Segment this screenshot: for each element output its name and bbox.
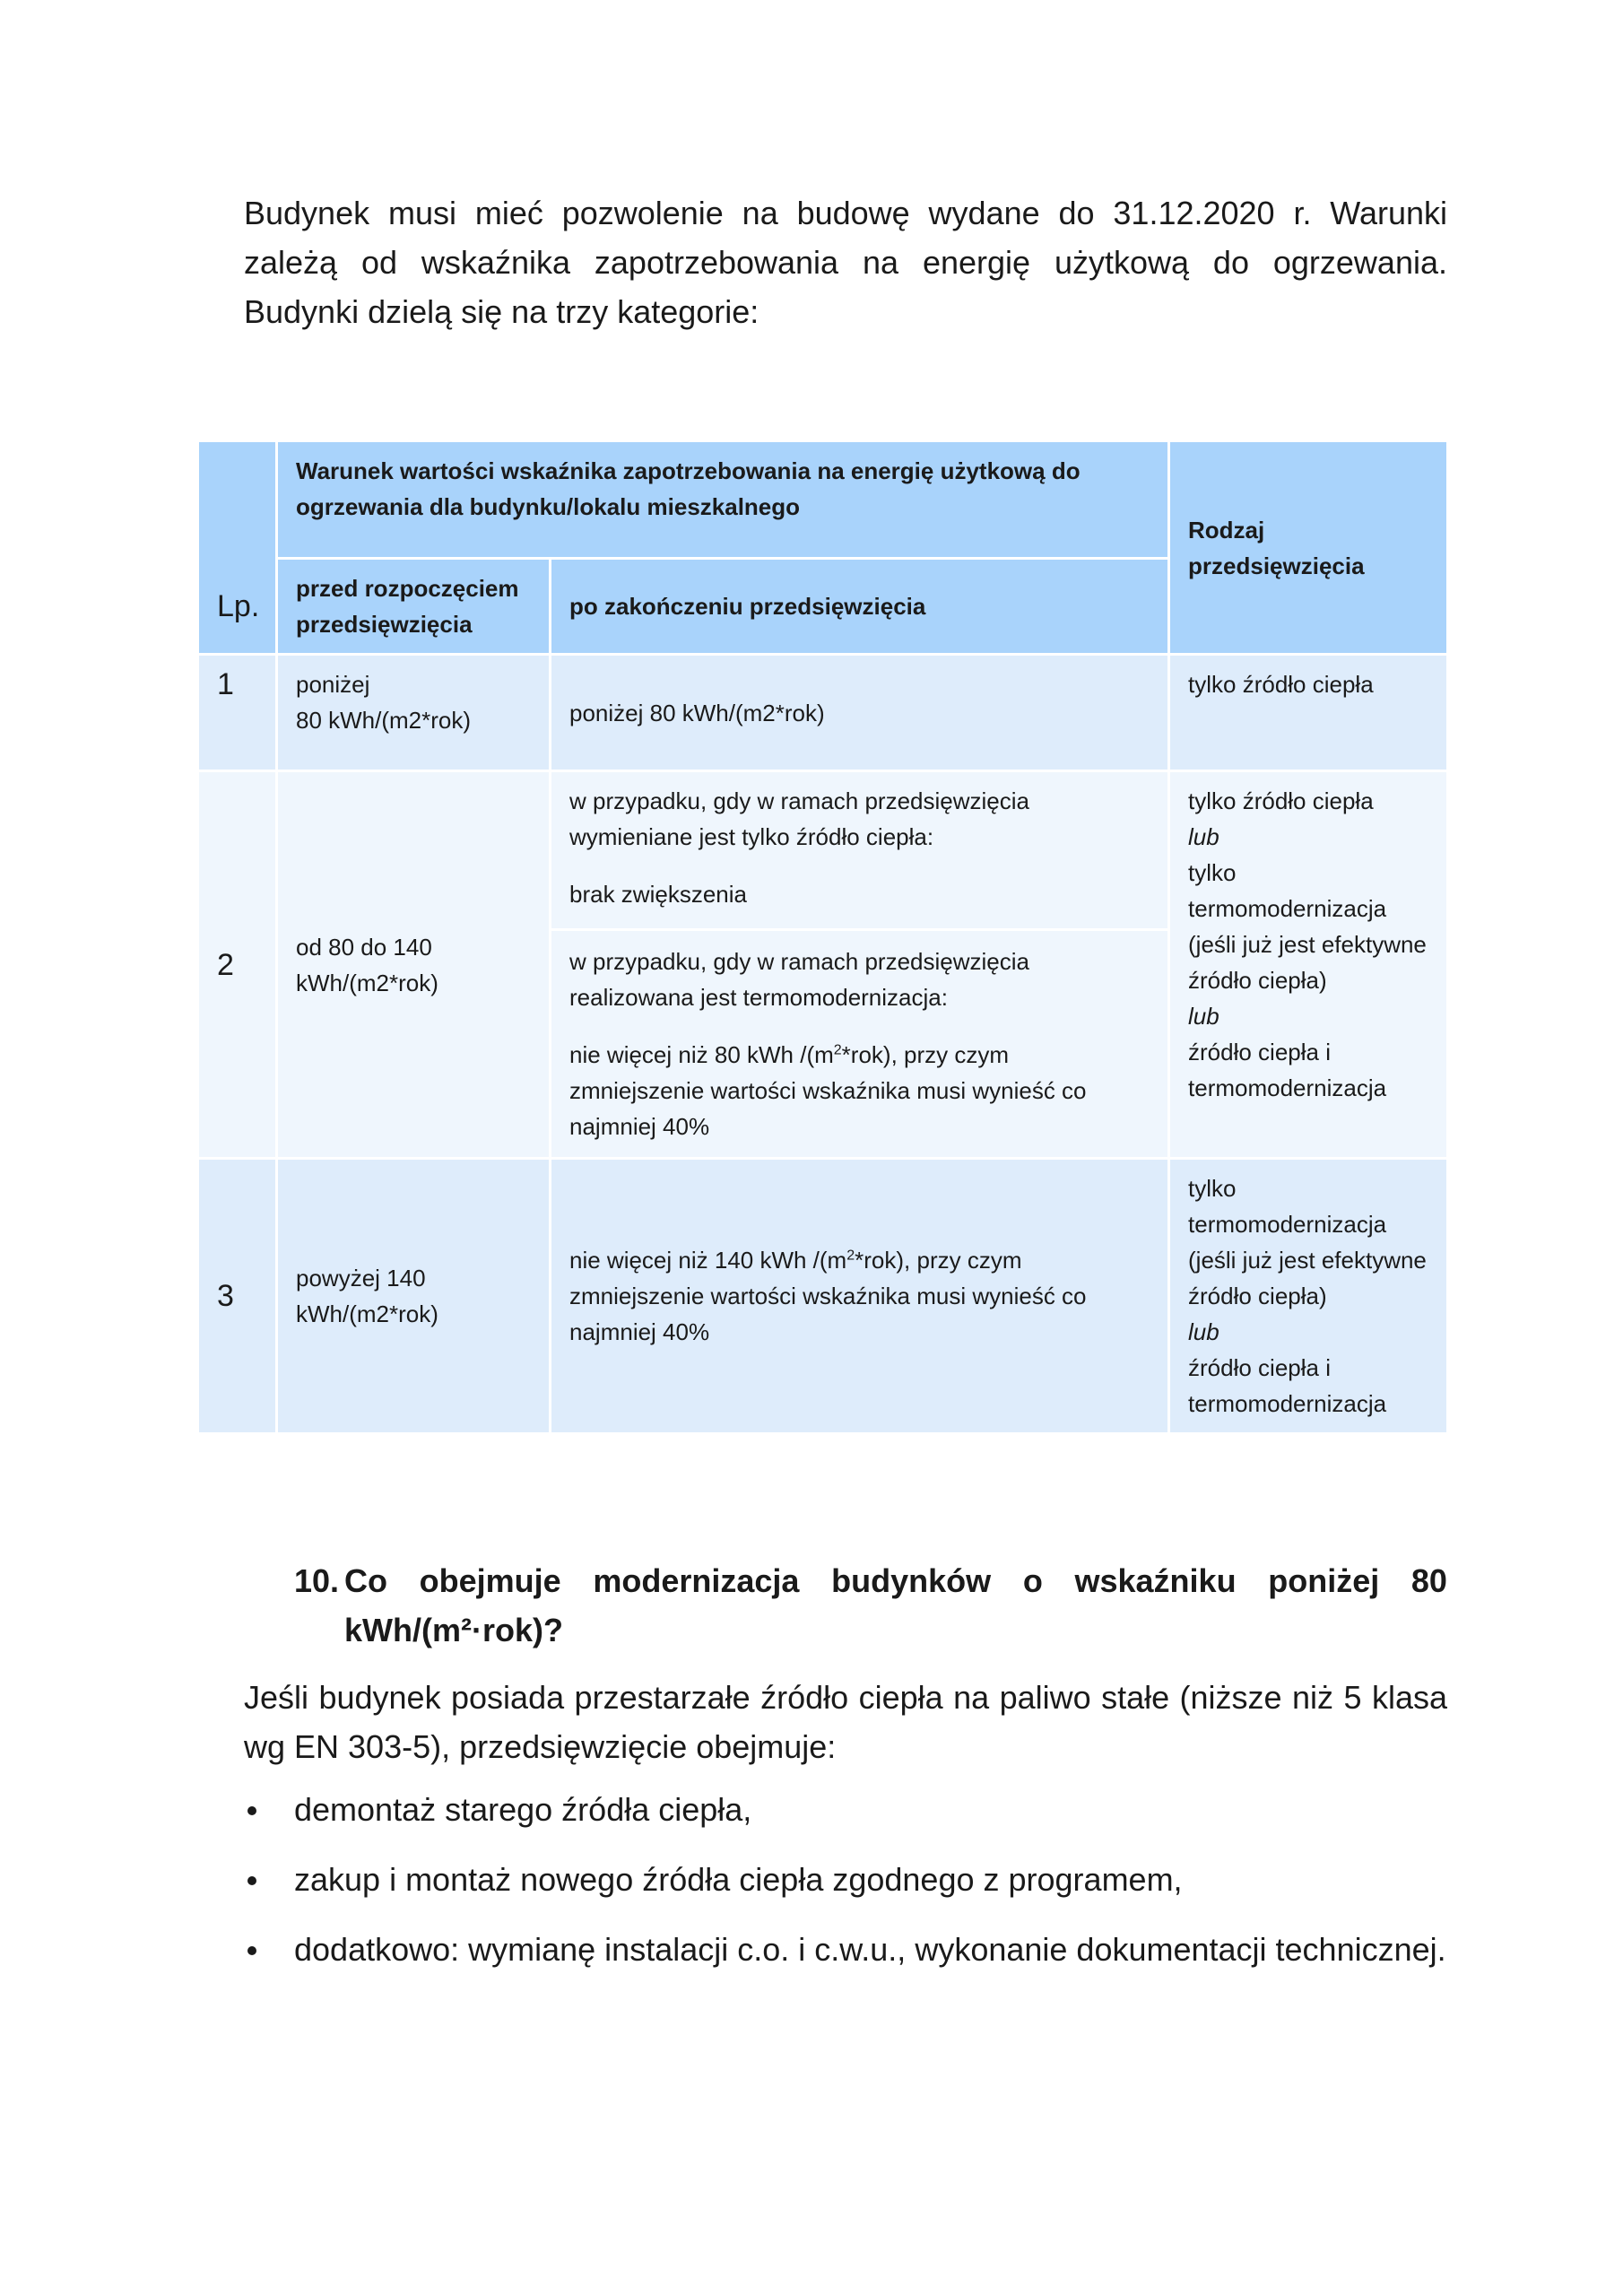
list-item: dodatkowo: wymianę instalacji c.o. i c.w.u., wykonanie dokumentacji technicznej. [244, 1925, 1447, 1974]
bullet-icon [247, 1946, 256, 1955]
row-2-after-thermo [551, 931, 1167, 1157]
bullet-icon [247, 1806, 256, 1815]
row-2-after-b-value: nie więcej niż 80 kWh $/(m^2*rok)$, przy czym zmniejszenie wartości wskaźnika musi wynieść co najmniej 40% [569, 1041, 1087, 1140]
body-paragraph: Jeśli budynek posiada przestarzałe źródło ciepła na paliwo stałe (niższe niż 5 klasa wg EN 303-5), przedsięwzięcie obejmuje: [244, 1679, 1447, 1765]
section-heading [294, 1556, 1447, 1655]
section-title-line2: kWh/(m²·rok)? [344, 1612, 563, 1648]
section-number: 10. [294, 1562, 340, 1599]
header-type-text: Rodzaj przedsięwzięcia [1188, 516, 1365, 579]
header-before [277, 559, 551, 655]
row-2-type-1: tylko źródło ciepła [1188, 787, 1374, 814]
row-2-type-or-1: lub [1188, 823, 1219, 850]
row-1-type: tylko źródło ciepła [1169, 655, 1448, 771]
table-row [198, 655, 1448, 771]
section-title [344, 1556, 1447, 1655]
header-condition-text: Warunek wartości wskaźnika zapotrzebowania na energię użytkową do ogrzewania dla budynku/lokalu mieszkalnego [296, 457, 1081, 520]
header-lp: Lp. [198, 441, 277, 655]
criteria-table-wrapper [196, 439, 1446, 1435]
row-2-after-a-intro: w przypadku, gdy w ramach przedsięwzięcia wymieniane jest tylko źródło ciepła: [569, 787, 1029, 850]
row-2-before: od 80 do 140 kWh/(m2*rok) [277, 771, 551, 1159]
row-1-lp: 1 [198, 655, 277, 771]
table-row [198, 771, 1448, 1159]
header-condition [277, 441, 1169, 559]
header-before-text: przed rozpoczęciem przedsięwzięcia [296, 575, 519, 638]
list-item: zakup i montaż nowego źródła ciepła zgodnego z programem, [244, 1855, 1447, 1904]
row-2-after-a-value: brak zwiększenia [569, 881, 747, 908]
row-2-type [1169, 771, 1448, 1159]
row-3-type-1: tylko termomodernizacja (jeśli już jest efektywne źródło ciepła) [1188, 1175, 1427, 1309]
row-1-after: poniżej 80 kWh/(m2*rok) [551, 655, 1169, 771]
row-1-before-line2: 80 kWh/(m2*rok) [296, 707, 472, 734]
row-1-before [277, 655, 551, 771]
row-1-before-line1: poniżej [296, 671, 370, 698]
criteria-table [196, 439, 1449, 1435]
header-after-text: po zakończeniu przedsięwzięcia [569, 593, 926, 620]
header-after [551, 559, 1169, 655]
row-3-after: nie więcej niż 140 kWh $/(m^2*rok)$, przy czym zmniejszenie wartości wskaźnika musi wynieść co najmniej 40% [551, 1159, 1169, 1434]
table-header-row [198, 441, 1448, 559]
row-2-type-or-2: lub [1188, 1003, 1219, 1030]
row-3-before: powyżej 140 kWh/(m2*rok) [277, 1159, 551, 1434]
row-2-after-b-intro: w przypadku, gdy w ramach przedsięwzięcia realizowana jest termomodernizacja: [569, 948, 1029, 1011]
intro-paragraph: Budynek musi mieć pozwolenie na budowę wydane do 31.12.2020 r. Warunki zależą od wskaźnika zapotrzebowania na energię użytkową do ogrzewania. Budynki dzielą się na trzy kategorie: [244, 195, 1447, 330]
row-3-type-or: lub [1188, 1318, 1219, 1345]
row-2-type-3: źródło ciepła i termomodernizacja [1188, 1039, 1387, 1101]
row-2-lp: 2 [198, 771, 277, 1159]
row-2-after-heat-source [551, 772, 1167, 931]
row-2-type-2: tylko termomodernizacja (jeśli już jest efektywne źródło ciepła) [1188, 859, 1427, 994]
row-3-lp: 3 [198, 1159, 277, 1434]
bullet-icon [247, 1876, 256, 1885]
row-2-after [551, 771, 1169, 1159]
table-row [198, 1159, 1448, 1434]
section-title-line1: Co obejmuje modernizacja budynków o wskaźniku poniżej 80 [344, 1562, 1447, 1599]
row-3-type-2: źródło ciepła i termomodernizacja [1188, 1354, 1387, 1417]
row-3-type [1169, 1159, 1448, 1434]
list-item: demontaż starego źródła ciepła, [244, 1785, 1447, 1834]
header-type [1169, 441, 1448, 655]
bullet-list [244, 1785, 1447, 1995]
